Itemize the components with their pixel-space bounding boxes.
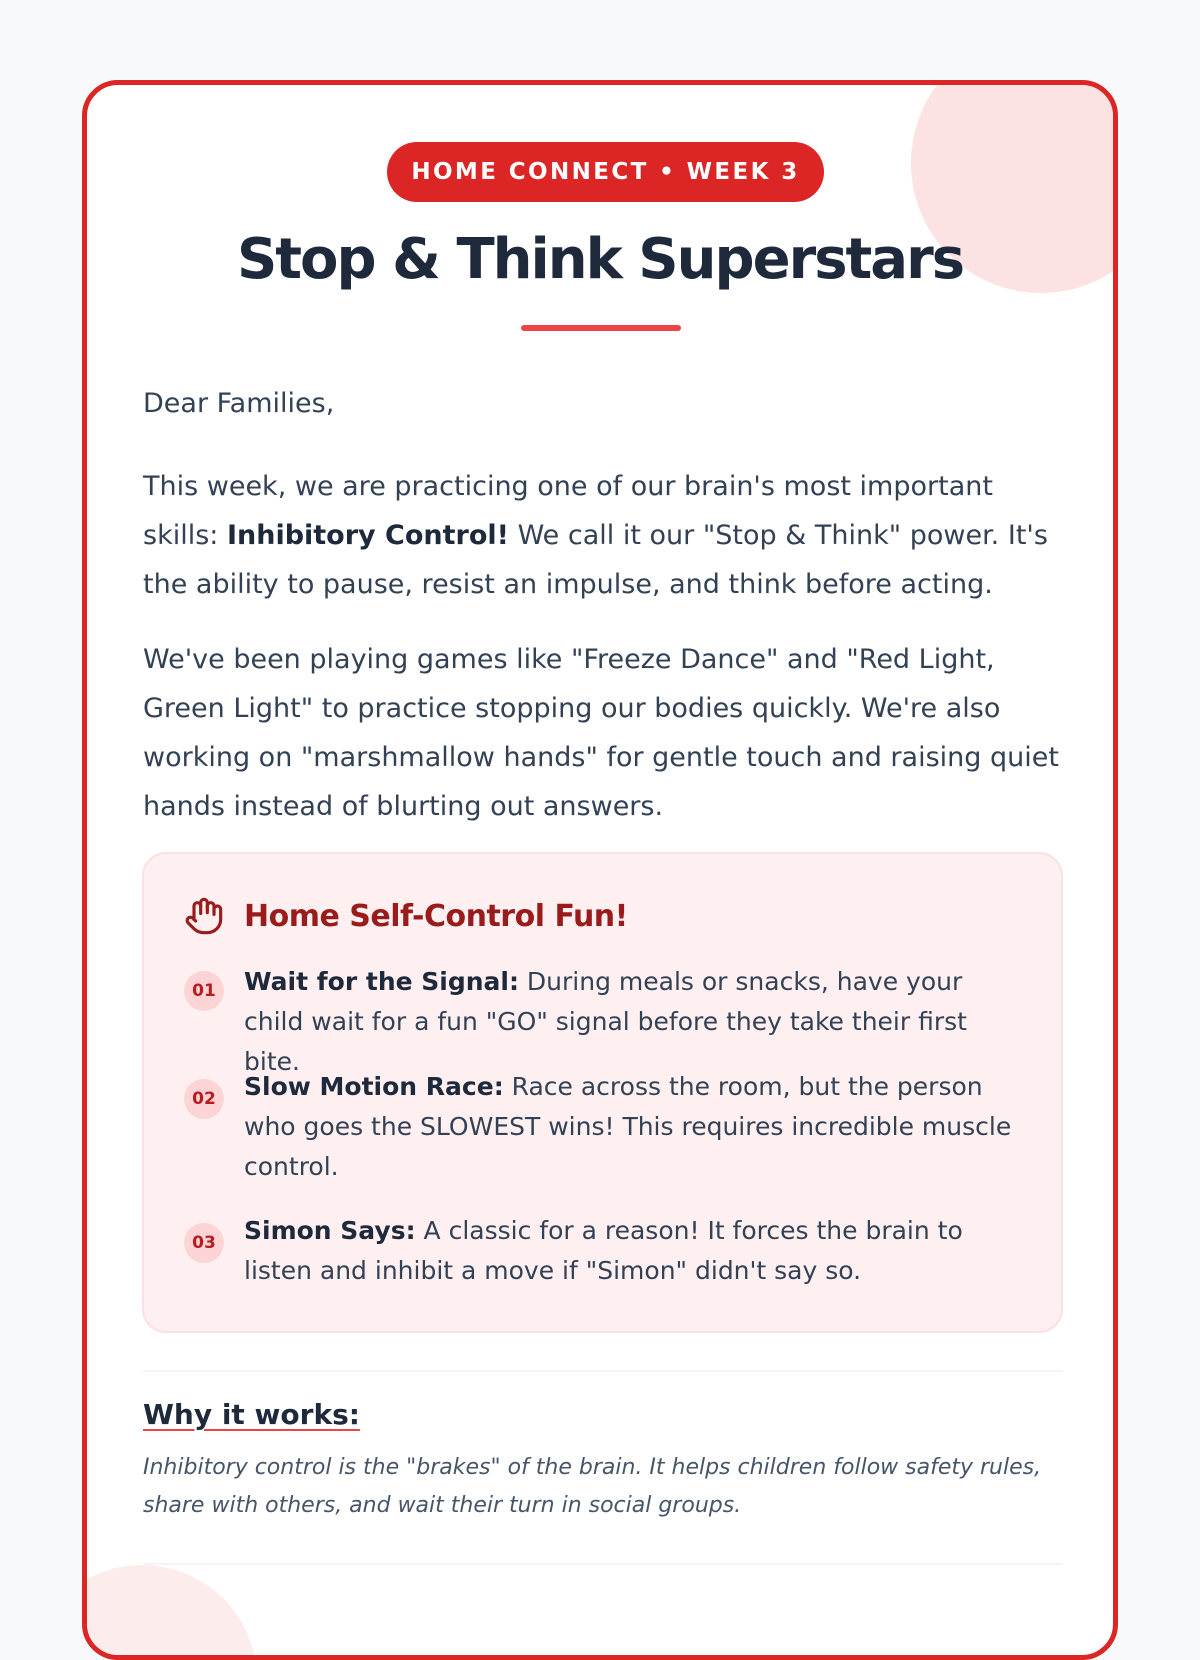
intro-text-start: This week, we are practicing one of our brain's most important skills: — [143, 471, 993, 551]
item-number-badge: 02 — [184, 1079, 224, 1119]
item-text — [244, 1067, 1024, 1187]
activities-box — [142, 852, 1063, 1333]
week-badge: HOME CONNECT • WEEK 3 — [387, 142, 824, 202]
greeting: Dear Families, — [143, 388, 335, 419]
activities-header — [184, 896, 628, 936]
intro-text-end: We call it our "Stop & Think" power. It's the ability to pause, resist an impulse, and think before acting. — [143, 520, 1048, 600]
item-label: Simon Says: — [244, 1216, 416, 1245]
item-text — [244, 1211, 1024, 1291]
item-description: A classic for a reason! It forces the brain to listen and inhibit a move if "Simon" didn't say so. — [244, 1216, 963, 1285]
item-description: During meals or snacks, have your child wait for a fun "GO" signal before they take their first bite. — [244, 967, 967, 1076]
activities-title: Home Self-Control Fun! — [244, 898, 628, 934]
games-paragraph: We've been playing games like "Freeze Dance" and "Red Light, Green Light" to practice stopping our bodies quickly. We're also working on "marshmallow hands" for gentle touch and raising quiet hands instead of blurting out answers. — [143, 644, 1059, 822]
hand-icon — [184, 896, 224, 936]
item-text — [244, 962, 1024, 1082]
section-divider — [143, 1370, 1063, 1372]
item-label: Slow Motion Race: — [244, 1072, 504, 1101]
intro-paragraph — [143, 462, 1073, 609]
why-text: Inhibitory control is the "brakes" of the brain. It helps children follow safety rules, share with others, and wait their turn in social groups. — [143, 1455, 1042, 1518]
intro-bold-term: Inhibitory Control! — [226, 520, 509, 551]
decorative-circle-bottom-left — [82, 1565, 257, 1660]
bottom-divider — [143, 1563, 1063, 1565]
newsletter-card — [82, 80, 1118, 1660]
page-title: Stop & Think Superstars — [236, 227, 964, 292]
item-description: Race across the room, but the person who goes the SLOWEST wins! This requires incredible muscle control. — [244, 1072, 1012, 1181]
why-title: Why it works: — [143, 1398, 360, 1431]
item-number-badge: 01 — [184, 971, 224, 1011]
item-label: Wait for the Signal: — [244, 967, 519, 996]
title-underline — [521, 325, 681, 331]
item-number-badge: 03 — [184, 1223, 224, 1263]
